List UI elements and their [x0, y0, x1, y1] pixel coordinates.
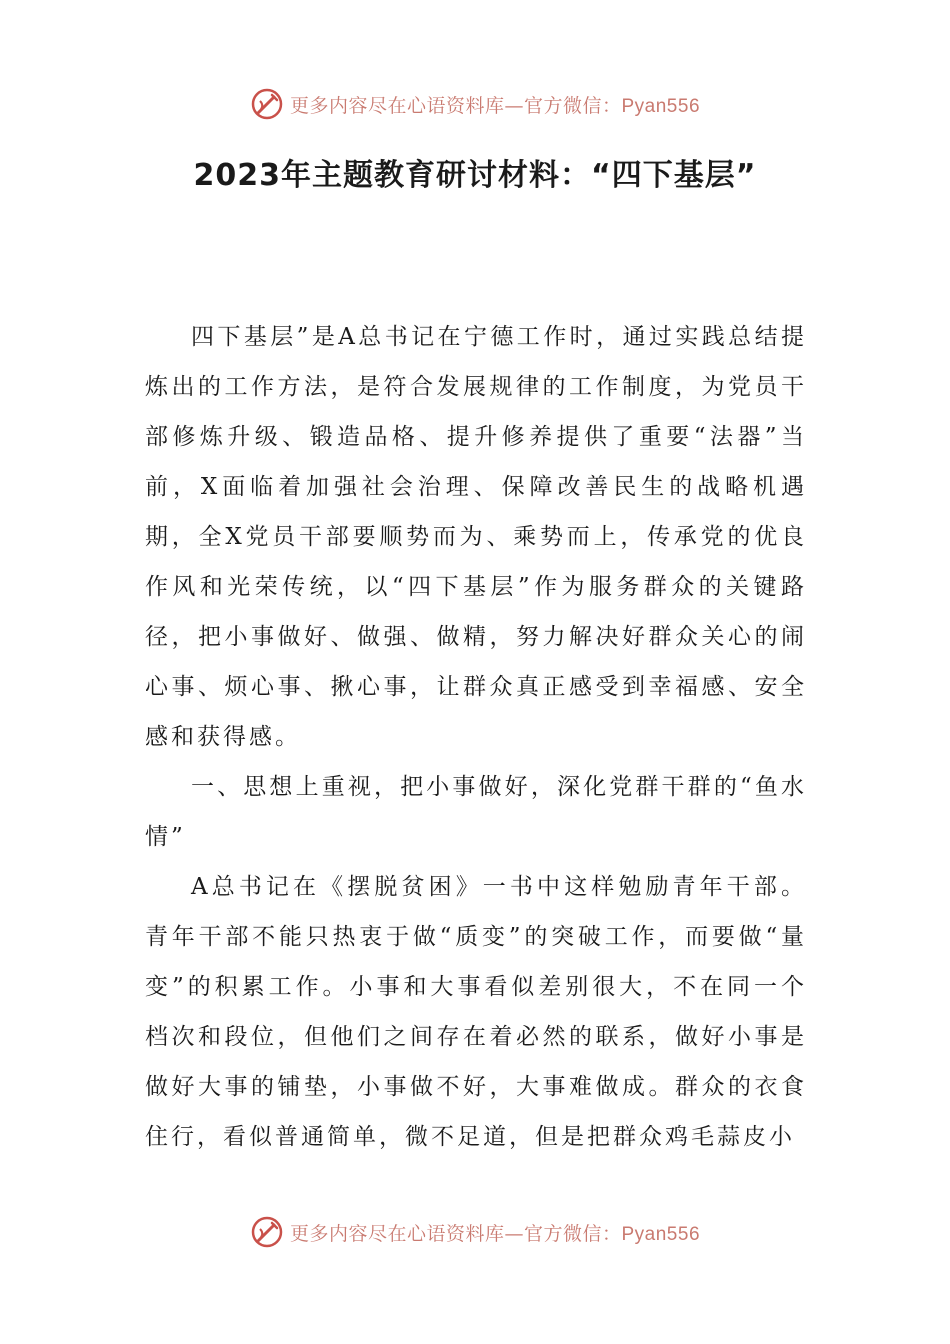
header-banner	[0, 84, 950, 124]
footer-banner	[0, 1212, 950, 1252]
section-heading-1: 一、思想上重视，把小事做好，深化党群干群的“鱼水情”	[145, 774, 807, 850]
document-body	[145, 312, 807, 1162]
writing-hand-logo-icon	[250, 87, 284, 121]
footer-banner-text	[290, 1219, 700, 1246]
paragraph-section-1: A总书记在《摆脱贫困》一书中这样勉励青年干部。青年干部不能只热衷于做“质变”的突破工作，而要做“量变”的积累工作。小事和大事看似差别很大，不在同一个档次和段位，但他们之间存在着必然的联系，做好小事是做好大事的铺垫，小事做不好，大事难做成。群众的衣食住行，看似普通简单，微不足道，但是把群众鸡毛蒜皮小	[145, 874, 807, 1150]
document-title: 2023年主题教育研讨材料：“四下基层”	[193, 158, 757, 193]
header-wechat-id: Pyan556	[621, 95, 701, 117]
footer-wechat-id: Pyan556	[621, 1223, 701, 1245]
paragraph-intro: 四下基层”是A总书记在宁德工作时，通过实践总结提炼出的工作方法，是符合发展规律的工作制度，为党员干部修炼升级、锻造品格、提升修养提供了重要“法器”当前，X面临着加强社会治理、保障改善民生的战略机遇期，全X党员干部要顺势而为、乘势而上，传承党的优良作风和光荣传统，以“四下基层”作为服务群众的关键路径，把小事做好、做强、做精，努力解决好群众关心的闹心事、烦心事、揪心事，让群众真正感受到幸福感、安全感和获得感。	[145, 324, 807, 750]
writing-hand-logo-icon	[250, 1215, 284, 1249]
footer-banner-label: 更多内容尽在心语资料库—官方微信：	[289, 1222, 622, 1245]
header-banner-label: 更多内容尽在心语资料库—官方微信：	[289, 94, 622, 117]
header-banner-text	[290, 91, 700, 118]
